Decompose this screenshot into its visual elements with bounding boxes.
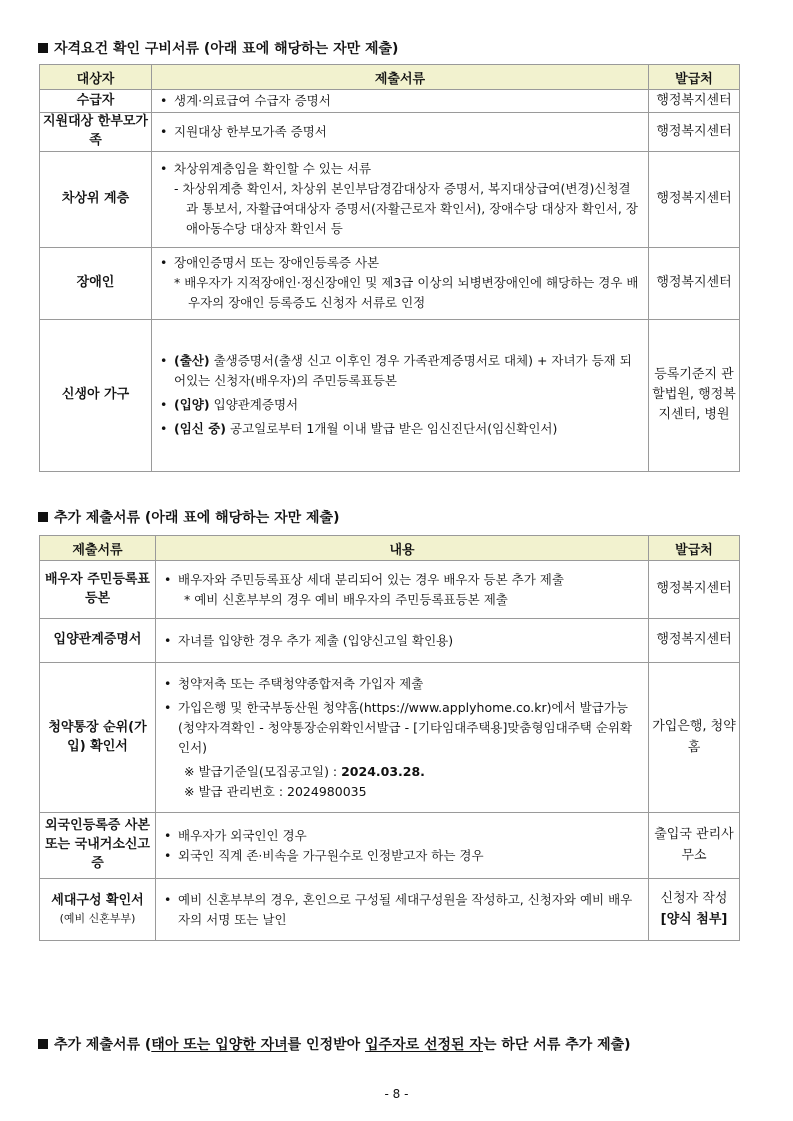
row-issuer: 행정복지센터 bbox=[649, 90, 740, 113]
section2-title: 추가 제출서류 (아래 표에 해당하는 자만 제출) bbox=[38, 507, 339, 527]
square-bullet-icon bbox=[38, 43, 48, 53]
row-document bbox=[40, 879, 156, 941]
table-row bbox=[40, 619, 740, 663]
row-issuer: 등록기준지 관할법원, 행정복지센터, 병원 bbox=[649, 319, 740, 471]
column-header-documents: 제출서류 bbox=[152, 65, 649, 90]
table-row bbox=[40, 151, 740, 247]
table-header-row bbox=[40, 65, 740, 90]
row-target: 차상위 계층 bbox=[40, 151, 152, 247]
row-document-sublabel: (예비 신혼부부) bbox=[59, 911, 136, 925]
column-header-document: 제출서류 bbox=[40, 536, 156, 561]
list-item: • (입양) 입양관계증명서 bbox=[160, 395, 642, 415]
row-target: 장애인 bbox=[40, 247, 152, 319]
list-item: • 배우자가 외국인인 경우 bbox=[164, 826, 642, 846]
list-item: • 지원대상 한부모가족 증명서 bbox=[160, 122, 642, 142]
column-header-issuer: 발급처 bbox=[649, 65, 740, 90]
row-issuer: 행정복지센터 bbox=[649, 247, 740, 319]
section3-title: 추가 제출서류 (태아 또는 입양한 자녀를 인정받아 입주자로 선정된 자는 하단 서류 추가 제출) bbox=[38, 1034, 631, 1054]
issue-management-number: ※ 발급 관리번호 : 2024980035 bbox=[184, 783, 367, 799]
row-target: 지원대상 한부모가족 bbox=[40, 113, 152, 152]
row-target: 수급자 bbox=[40, 90, 152, 113]
row-issuer: 행정복지센터 bbox=[649, 561, 740, 619]
table-row bbox=[40, 561, 740, 619]
list-subitem: - 차상위계층 확인서, 차상위 본인부담경감대상자 증명서, 복지대상급여(변경)신청결과 통보서, 자활급여대상자 증명서(자활근로자 확인서), 장애수당 대상자 확인서, 장애아동수당 대상자 확인서 등 bbox=[174, 181, 638, 237]
list-item: • 청약저축 또는 주택청약종합저축 가입자 제출 bbox=[164, 674, 642, 694]
section1-title: 자격요건 확인 구비서류 (아래 표에 해당하는 자만 제출) bbox=[38, 38, 398, 58]
list-item: • 배우자와 주민등록표상 세대 분리되어 있는 경우 배우자 등본 추가 제출 bbox=[164, 570, 642, 590]
row-target: 신생아 가구 bbox=[40, 319, 152, 471]
list-item: • (임신 중) 공고일로부터 1개월 이내 발급 받은 임신진단서(임신확인서) bbox=[160, 419, 642, 439]
table-row bbox=[40, 879, 740, 941]
additional-documents-table bbox=[39, 535, 740, 941]
row-issuer: 행정복지센터 bbox=[649, 619, 740, 663]
row-document: 청약통장 순위(가입) 확인서 bbox=[40, 663, 156, 813]
row-document-label: 세대구성 확인서 bbox=[51, 893, 144, 909]
row-issuer: 출입국 관리사무소 bbox=[649, 813, 740, 879]
table-row bbox=[40, 813, 740, 879]
table-row bbox=[40, 113, 740, 152]
list-item: • 차상위계층임을 확인할 수 있는 서류 bbox=[160, 159, 642, 179]
table-row bbox=[40, 319, 740, 471]
row-document: 외국인등록증 사본 또는 국내거소신고증 bbox=[40, 813, 156, 879]
list-item: • 예비 신혼부부의 경우, 혼인으로 구성될 세대구성원을 작성하고, 신청자와 예비 배우자의 서명 또는 날인 bbox=[164, 890, 642, 930]
issuer-text: 신청자 작성 bbox=[660, 891, 728, 907]
row-issuer: 행정복지센터 bbox=[649, 151, 740, 247]
list-item: • 자녀를 입양한 경우 추가 제출 (입양신고일 확인용) bbox=[164, 631, 642, 651]
issue-reference-date: ※ 발급기준일(모집공고일) : 2024.03.28. bbox=[184, 763, 425, 779]
list-item: • 장애인증명서 또는 장애인등록증 사본 bbox=[160, 253, 642, 273]
list-note: * 예비 신혼부부의 경우 예비 배우자의 주민등록표등본 제출 bbox=[184, 591, 508, 607]
list-item: • 외국인 직계 존·비속을 가구원수로 인정받고자 하는 경우 bbox=[164, 846, 642, 866]
form-attached-label: [양식 첨부] bbox=[660, 911, 728, 927]
row-issuer: 가입은행, 청약홈 bbox=[649, 663, 740, 813]
list-item: • 가입은행 및 한국부동산원 청약홈(https://www.applyhome.co.kr)에서 발급가능 (청약자격확인 - 청약통장순위확인서발급 - [기타임대주택용]맞춤형임대주택 순위확인서) bbox=[164, 698, 642, 758]
row-document: 입양관계증명서 bbox=[40, 619, 156, 663]
row-issuer bbox=[649, 879, 740, 941]
table-row bbox=[40, 663, 740, 813]
list-item: • 생계·의료급여 수급자 증명서 bbox=[160, 91, 642, 111]
eligibility-documents-table bbox=[39, 64, 740, 472]
list-note: * 배우자가 지적장애인·정신장애인 및 제3급 이상의 뇌병변장애인에 해당하는 경우 배우자의 장애인 등록증도 신청자 서류로 인정 bbox=[174, 275, 639, 311]
page-number: - 8 - bbox=[384, 1087, 409, 1101]
column-header-issuer: 발급처 bbox=[649, 536, 740, 561]
list-item: • (출산) 출생증명서(출생 신고 이후인 경우 가족관계증명서로 대체) + 자녀가 등재 되어있는 신청자(배우자)의 주민등록표등본 bbox=[160, 351, 642, 391]
row-issuer: 행정복지센터 bbox=[649, 113, 740, 152]
table-header-row bbox=[40, 536, 740, 561]
square-bullet-icon bbox=[38, 1039, 48, 1049]
square-bullet-icon bbox=[38, 512, 48, 522]
column-header-content: 내용 bbox=[156, 536, 649, 561]
table-row bbox=[40, 90, 740, 113]
row-document: 배우자 주민등록표등본 bbox=[40, 561, 156, 619]
table-row bbox=[40, 247, 740, 319]
column-header-target: 대상자 bbox=[40, 65, 152, 90]
